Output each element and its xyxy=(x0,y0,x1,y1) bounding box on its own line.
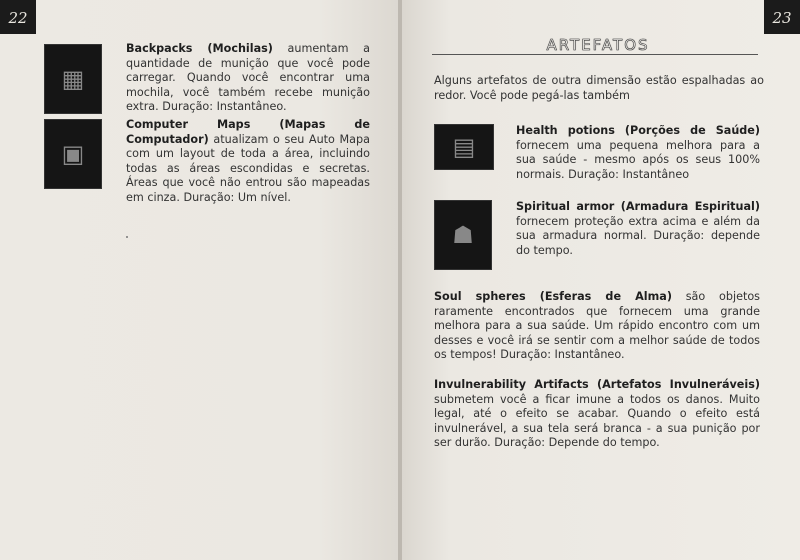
health-potions-body: fornecem uma pequena melhora para a sua saúde - mesmo após os seus 100% normais. Duração: Instantâneo xyxy=(516,138,760,181)
section-title: ARTEFATOS xyxy=(546,36,650,54)
potion-icon: ▤ xyxy=(452,133,476,161)
backpacks-title: Backpacks (Mochilas) xyxy=(126,42,273,55)
computer-maps-body: atualizam o seu Auto Mapa com um layout de toda a área, incluindo todas as áreas escondidas e secretas. Áreas que você não entrou são mapeadas em cinza. Duração: Um nível. xyxy=(126,132,370,204)
speck xyxy=(126,236,128,238)
invulnerability-body: submetem você a ficar imune a todos os danos. Muito legal, até o efeito se acabar. Quando o efeito está invulnerável, a sua tela será branca - a sua punição por ser durão. Duração: Depende do tempo. xyxy=(434,392,760,450)
computer-maps-entry xyxy=(126,118,370,206)
spiritual-armor-title: Spiritual armor (Armadura Espiritual) xyxy=(516,200,760,213)
health-potion-image xyxy=(434,124,494,170)
intro-text: Alguns artefatos de outra dimensão estão espalhadas ao redor. Você pode pegá-las também xyxy=(434,74,764,102)
map-icon: ▣ xyxy=(61,140,85,168)
backpacks-entry xyxy=(126,42,370,115)
armor-icon: ☗ xyxy=(452,221,474,249)
computer-map-image xyxy=(44,119,102,189)
health-potions-entry xyxy=(516,124,760,182)
backpacks-body: aumentam a quantidade de munição que você pode carregar. Quando você encontrar uma mochila, você também recebe munição extra. Duração: Instantâneo. xyxy=(126,42,370,114)
spiritual-armor-body: fornecem proteção extra acima e além da sua armadura normal. Duração: depende do tempo. xyxy=(516,214,760,257)
backpack-icon: ▦ xyxy=(61,65,85,93)
invulnerability-entry xyxy=(434,378,760,451)
backpack-image xyxy=(44,44,102,114)
right-page xyxy=(402,0,800,560)
invulnerability-title: Invulnerability Artifacts (Artefatos Invulneráveis) xyxy=(434,378,760,391)
soul-spheres-entry xyxy=(434,290,760,363)
health-potions-title: Health potions (Porções de Saúde) xyxy=(516,124,760,137)
soul-spheres-title: Soul spheres (Esferas de Alma) xyxy=(434,290,672,303)
spiritual-armor-image xyxy=(434,200,492,270)
spiritual-armor-entry xyxy=(516,200,760,258)
page-number-left: 22 xyxy=(0,0,36,34)
left-page xyxy=(0,0,398,560)
section-rule xyxy=(432,54,758,55)
soul-spheres-body: são objetos raramente encontrados que fornecem uma grande melhora para a sua saúde. Um rápido encontro com um desses e você irá se sentir com a melhor saúde de todos os tempos! Duração: Instantâneo. xyxy=(434,290,761,362)
page-number-right: 23 xyxy=(764,0,800,34)
computer-maps-title: Computer Maps (Mapas de Computador) xyxy=(126,118,370,146)
